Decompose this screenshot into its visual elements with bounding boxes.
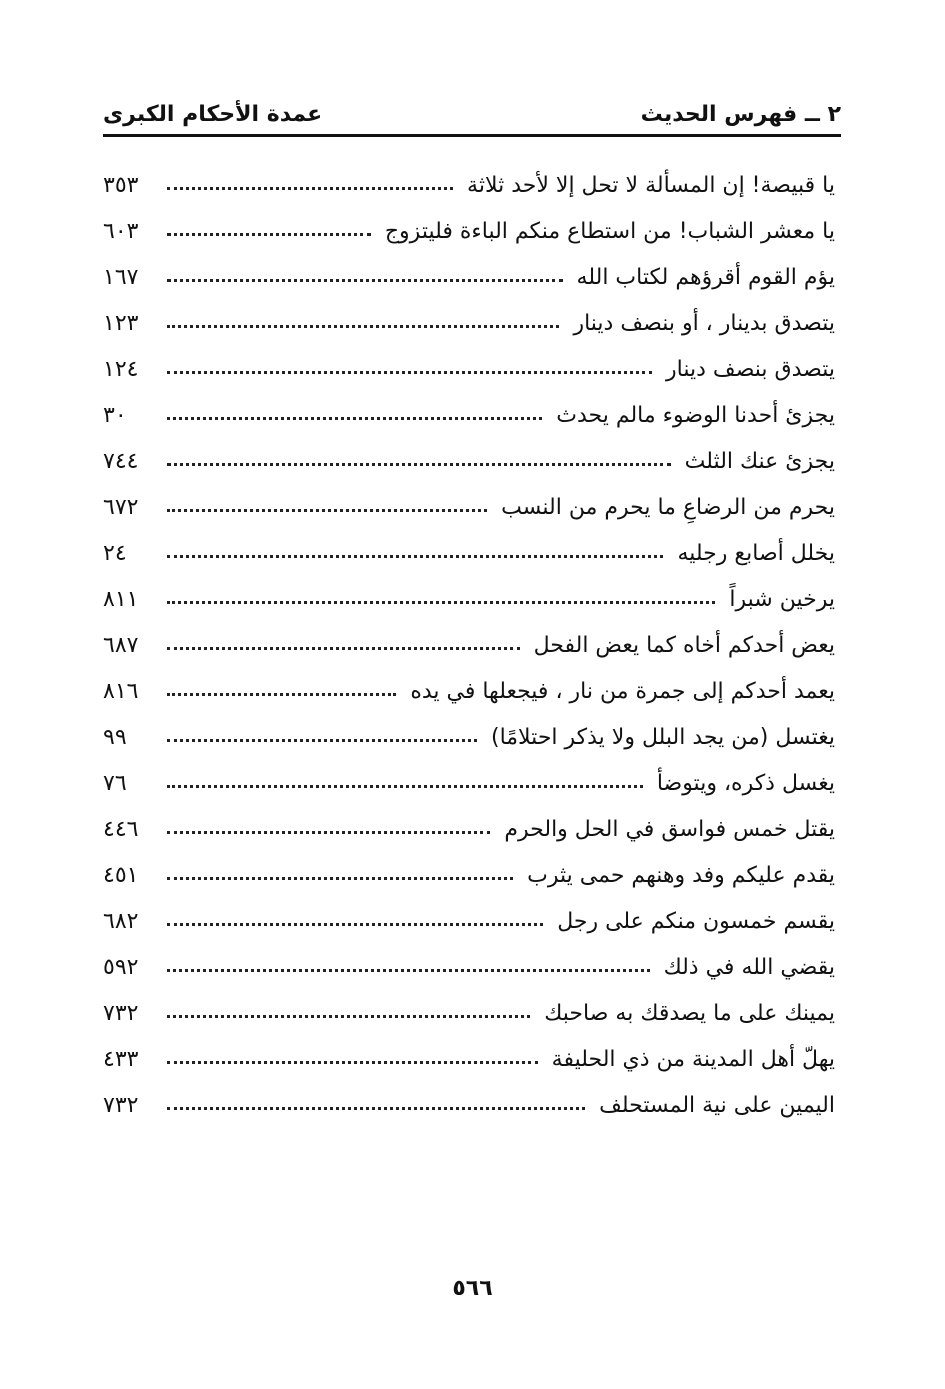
section-title: ٢ ــ فهرس الحديث bbox=[640, 101, 841, 127]
entry-page-number: ٢٤ bbox=[103, 540, 127, 566]
entry-page-number: ٣٥٣ bbox=[103, 172, 139, 198]
dot-leader bbox=[167, 555, 663, 558]
entry-page-number: ٧٣٢ bbox=[103, 1000, 139, 1026]
entry-page-number: ٦٨٢ bbox=[103, 908, 139, 934]
dot-leader bbox=[167, 647, 520, 650]
entry-title: يخلل أصابع رجليه bbox=[677, 540, 835, 566]
entry-page-number: ١٢٤ bbox=[103, 356, 139, 382]
index-entry bbox=[103, 254, 835, 300]
dot-leader bbox=[167, 877, 513, 880]
book-title: عمدة الأحكام الكبرى bbox=[103, 101, 323, 127]
entry-page-number: ٧٦ bbox=[103, 770, 127, 796]
dot-leader bbox=[167, 187, 453, 190]
index-entry bbox=[103, 990, 835, 1036]
index-entry bbox=[103, 438, 835, 484]
entry-page-number: ٤٤٦ bbox=[103, 816, 139, 842]
running-header bbox=[103, 96, 841, 132]
dot-leader bbox=[167, 417, 542, 420]
index-entry bbox=[103, 760, 835, 806]
entry-title: يمينك على ما يصدقك به صاحبك bbox=[544, 1000, 835, 1026]
index-entry bbox=[103, 944, 835, 990]
index-entry bbox=[103, 806, 835, 852]
entry-title: يقسم خمسون منكم على رجل bbox=[557, 908, 835, 934]
dot-leader bbox=[167, 325, 559, 328]
dot-leader bbox=[167, 463, 671, 466]
dot-leader bbox=[167, 1015, 530, 1018]
entry-title: يغتسل (من يجد البلل ولا يذكر احتلامًا) bbox=[490, 724, 835, 750]
index-entry bbox=[103, 300, 835, 346]
entry-title: يا معشر الشباب! من استطاع منكم الباءة فليتزوج bbox=[384, 218, 835, 244]
index-entry bbox=[103, 898, 835, 944]
index-entry bbox=[103, 392, 835, 438]
entry-page-number: ٤٣٣ bbox=[103, 1046, 139, 1072]
entry-page-number: ١٢٣ bbox=[103, 310, 139, 336]
entry-page-number: ١٦٧ bbox=[103, 264, 139, 290]
entry-title: يؤم القوم أقرؤهم لكتاب الله bbox=[576, 264, 835, 290]
entry-page-number: ٨١٦ bbox=[103, 678, 139, 704]
entry-page-number: ٧٣٢ bbox=[103, 1092, 139, 1118]
dot-leader bbox=[167, 693, 396, 696]
entry-title: يرخين شبراً bbox=[729, 586, 835, 612]
index-entry bbox=[103, 484, 835, 530]
entry-page-number: ٦٧٢ bbox=[103, 494, 139, 520]
dot-leader bbox=[167, 923, 543, 926]
dot-leader bbox=[167, 279, 563, 282]
dot-leader bbox=[167, 371, 652, 374]
entry-title: يحرم من الرضاعِ ما يحرم من النسب bbox=[501, 494, 835, 520]
entry-title: يجزئ أحدنا الوضوء مالم يحدث bbox=[556, 402, 835, 428]
dot-leader bbox=[167, 509, 487, 512]
index-entry bbox=[103, 162, 835, 208]
entry-page-number: ٧٤٤ bbox=[103, 448, 139, 474]
index-entry bbox=[103, 530, 835, 576]
entry-title: يقضي الله في ذلك bbox=[663, 954, 835, 980]
dot-leader bbox=[167, 233, 371, 236]
hadith-index-list bbox=[103, 162, 835, 1128]
header-rule bbox=[103, 134, 841, 137]
index-entry bbox=[103, 714, 835, 760]
dot-leader bbox=[167, 1061, 538, 1064]
index-entry bbox=[103, 1036, 835, 1082]
entry-title: يتصدق بنصف دينار bbox=[666, 356, 835, 382]
index-entry bbox=[103, 1082, 835, 1128]
dot-leader bbox=[167, 785, 643, 788]
entry-page-number: ٨١١ bbox=[103, 586, 139, 612]
entry-title: اليمين على نية المستحلف bbox=[599, 1092, 835, 1118]
entry-title: يا قبيصة! إن المسألة لا تحل إلا لأحد ثلاثة bbox=[467, 172, 835, 198]
entry-title: يعض أحدكم أخاه كما يعض الفحل bbox=[533, 632, 835, 658]
index-entry bbox=[103, 622, 835, 668]
entry-page-number: ٥٩٢ bbox=[103, 954, 139, 980]
index-entry bbox=[103, 346, 835, 392]
entry-page-number: ٤٥١ bbox=[103, 862, 139, 888]
entry-page-number: ٩٩ bbox=[103, 724, 127, 750]
dot-leader bbox=[167, 739, 477, 742]
entry-title: يغسل ذكره، ويتوضأ bbox=[656, 770, 835, 796]
dot-leader bbox=[167, 969, 650, 972]
entry-title: يتصدق بدينار ، أو بنصف دينار bbox=[573, 310, 835, 336]
dot-leader bbox=[167, 1107, 585, 1110]
entry-title: يعمد أحدكم إلى جمرة من نار ، فيجعلها في يده bbox=[410, 678, 835, 704]
dot-leader bbox=[167, 831, 490, 834]
page-number: ٥٦٦ bbox=[452, 1276, 493, 1301]
index-entry bbox=[103, 668, 835, 714]
entry-title: يقتل خمس فواسق في الحل والحرم bbox=[504, 816, 835, 842]
index-entry bbox=[103, 576, 835, 622]
entry-title: يقدم عليكم وفد وهنهم حمى يثرب bbox=[527, 862, 835, 888]
entry-title: يهلّ أهل المدينة من ذي الحليفة bbox=[551, 1046, 835, 1072]
index-entry bbox=[103, 852, 835, 898]
entry-page-number: ٦٨٧ bbox=[103, 632, 139, 658]
dot-leader bbox=[167, 601, 715, 604]
entry-title: يجزئ عنك الثلث bbox=[684, 448, 835, 474]
entry-page-number: ٣٠ bbox=[103, 402, 127, 428]
entry-page-number: ٦٠٣ bbox=[103, 218, 139, 244]
index-entry bbox=[103, 208, 835, 254]
